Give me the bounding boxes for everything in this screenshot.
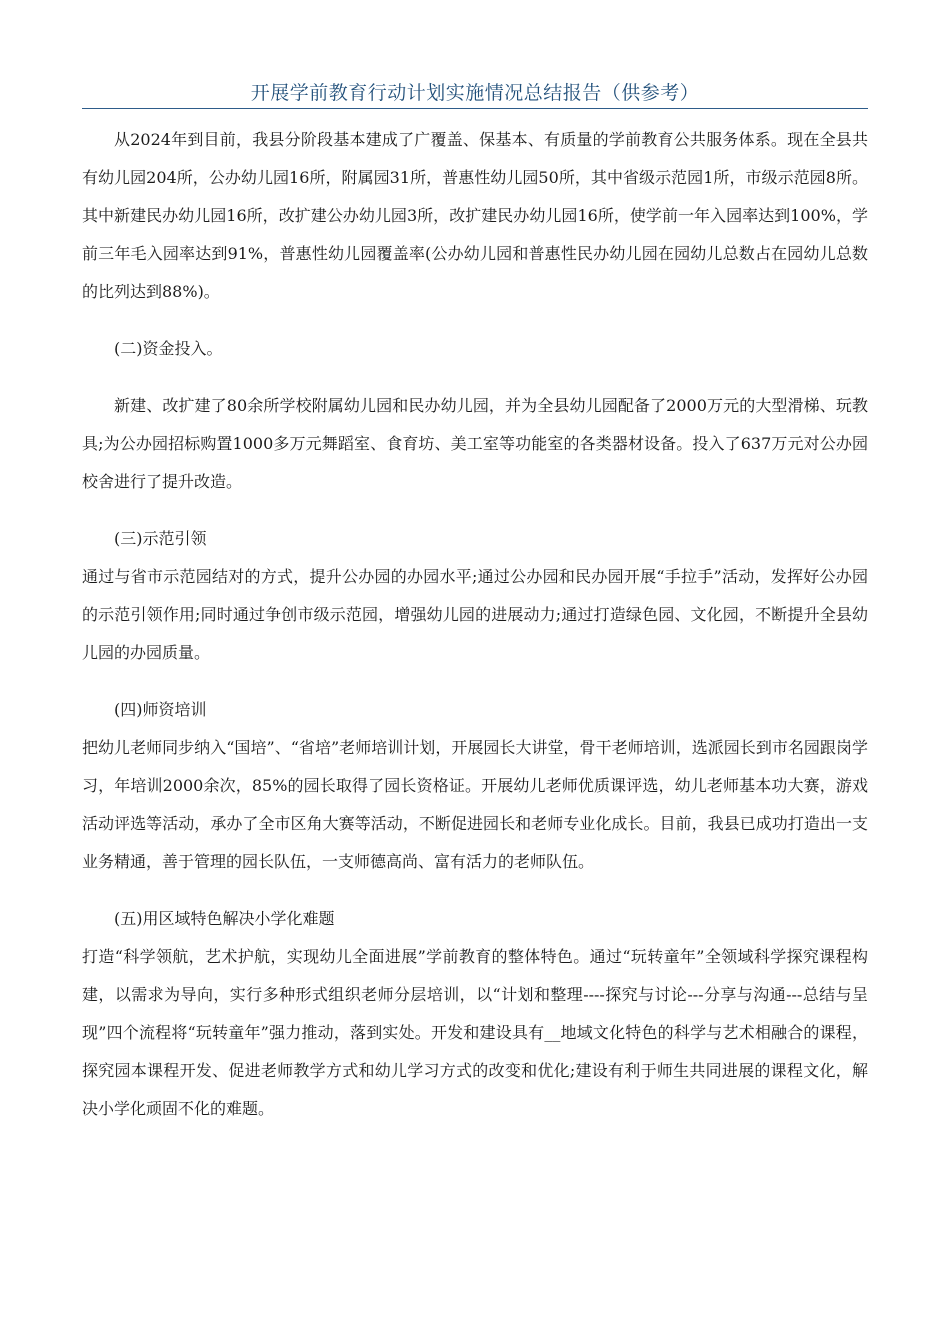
paragraph-demonstration: 通过与省市示范园结对的方式，提升公办园的办园水平;通过公办园和民办园开展“手拉手”活动，发挥好公办园的示范引领作用;同时通过争创市级示范园，增强幼儿园的进展动力;通过打造绿色园、文化园，不断提升全县幼儿园的办园质量。 [82, 567, 868, 662]
document-body [82, 121, 868, 1128]
section-heading-teacher-training: (四)师资培训 [114, 700, 207, 719]
paragraph-regional-features: 打造“科学领航，艺术护航，实现幼儿全面进展”学前教育的整体特色。通过“玩转童年”全领域科学探究课程构建，以需求为导向，实行多种形式组织老师分层培训，以“计划和整理----探究与讨论---分享与沟通---总结与呈现”四个流程将“玩转童年”强力推动，落到实处。开发和建设具有__地域文化特色的科学与艺术相融合的课程，探究园本课程开发、促进老师教学方式和幼儿学习方式的改变和优化;建设有利于师生共同进展的课程文化，解决小学化顽固不化的难题。 [82, 947, 868, 1118]
title-underline [82, 108, 868, 109]
section-heading-funding: (二)资金投入。 [114, 339, 223, 358]
section-heading-regional-features: (五)用区域特色解决小学化难题 [114, 909, 335, 928]
section-heading-demonstration: (三)示范引领 [114, 529, 207, 548]
document-title: 开展学前教育行动计划实施情况总结报告（供参考） [250, 82, 700, 104]
paragraph-teacher-training: 把幼儿老师同步纳入“国培”、“省培”老师培训计划，开展园长大讲堂，骨干老师培训，选派园长到市名园跟岗学习，年培训2000余次，85%的园长取得了园长资格证。开展幼儿老师优质课评选，幼儿老师基本功大赛，游戏活动评选等活动，承办了全市区角大赛等活动，不断促进园长和老师专业化成长。目前，我县已成功打造出一支业务精通，善于管理的园长队伍，一支师德高尚、富有活力的老师队伍。 [82, 738, 868, 871]
paragraph-overview: 从2024年到目前，我县分阶段基本建成了广覆盖、保基本、有质量的学前教育公共服务体系。现在全县共有幼儿园204所，公办幼儿园16所，附属园31所，普惠性幼儿园50所，其中省级示范园1所，市级示范园8所。其中新建民办幼儿园16所，改扩建公办幼儿园3所，改扩建民办幼儿园16所，使学前一年入园率达到100%，学前三年毛入园率达到91%，普惠性幼儿园覆盖率(公办幼儿园和普惠性民办幼儿园在园幼儿总数占在园幼儿总数的比列达到88%)。 [82, 130, 868, 301]
paragraph-funding: 新建、改扩建了80余所学校附属幼儿园和民办幼儿园，并为全县幼儿园配备了2000万元的大型滑梯、玩教具;为公办园招标购置1000多万元舞蹈室、食育坊、美工室等功能室的各类器材设备。投入了637万元对公办园校舍进行了提升改造。 [82, 396, 868, 491]
